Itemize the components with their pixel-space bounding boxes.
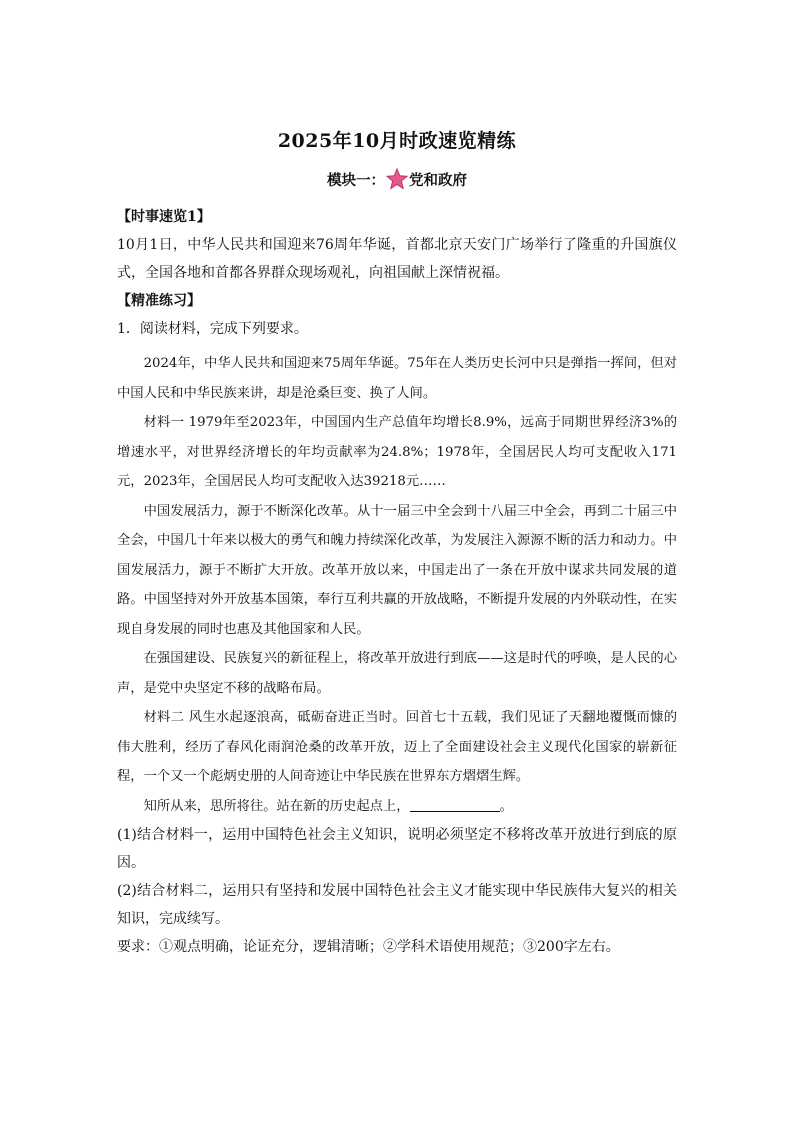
page-title: 2025年10月时政速览精练 [277,130,517,152]
material-continuation [117,792,677,822]
content-body [117,203,677,961]
module-heading [0,168,794,193]
material-paragraph: 2024年，中华人民共和国迎来75周年华诞。75年在人类历史长河中只是弹指一挥间，但对中国人民和中华民族来讲，却是沧桑巨变、换了人间。 [117,356,677,401]
sub-question-2: (2)结合材料二，运用只有坚持和发展中国特色社会主义才能实现中华民族伟大复兴的相关知识，完成续写。 [117,883,677,927]
star-icon-graphic [386,168,408,190]
news-text: 10月1日，中华人民共和国迎来76周年华诞，首都北京天安门广场举行了隆重的升国旗仪式，全国各地和首都各界群众现场观礼，向祖国献上深情祝福。 [117,237,677,281]
material-one: 材料一 1979年至2023年，中国国内生产总值年均增长8.9%，远高于同期世界经济3%的增速水平，对世界经济增长的年均贡献率为24.8%；1978年，全国居民人均可支配收入171元，2023年，全国居民人均可支配收入达39218元…… [117,415,677,489]
question-intro: 1．阅读材料，完成下列要求。 [117,321,308,337]
answer-requirement: 要求：①观点明确，论证充分，逻辑清晰；②学科术语使用规范；③200字左右。 [117,939,620,955]
material-two: 材料二 风生水起逐浪高，砥砺奋进正当时。回首七十五载，我们见证了天翻地覆慨而慷的伟大胜利，经历了春风化雨润沧桑的改革开放，迈上了全面建设社会主义现代化国家的崭新征程，一个又一个彪炳史册的人间奇迹让中华民族在世界东方熠熠生辉。 [117,710,677,784]
practice-label: 【精准练习】 [117,293,201,309]
material-paragraph: 在强国建设、民族复兴的新征程上，将改革开放进行到底——这是时代的呼唤，是人民的心声，是党中央坚定不移的战略布局。 [117,651,677,696]
star-icon [386,168,408,190]
module-prefix: 模块一： [327,172,385,189]
module-name: 党和政府 [409,172,467,189]
continuation-end: 。 [499,798,513,814]
continuation-text: 知所从来，思所将往。站在新的历史起点上， [143,798,410,814]
news-label: 【时事速览1】 [117,209,211,225]
material-paragraph: 中国发展活力，源于不断深化改革。从十一届三中全会到十八届三中全会，再到二十届三中全会，中国几十年来以极大的勇气和魄力持续深化改革，为发展注入源源不断的活力和动力。中国发展活力，源于不断扩大开放。改革开放以来，中国走出了一条在开放中谋求共同发展的道路。中国坚持对外开放基本国策，奉行互利共赢的开放战略，不断提升发展的内外联动性，在实现自身发展的同时也惠及其他国家和人民。 [117,503,677,637]
answer-blank[interactable] [410,797,500,812]
sub-question-1: (1)结合材料一，运用中国特色社会主义知识，说明必须坚定不移将改革开放进行到底的原因。 [117,827,677,871]
